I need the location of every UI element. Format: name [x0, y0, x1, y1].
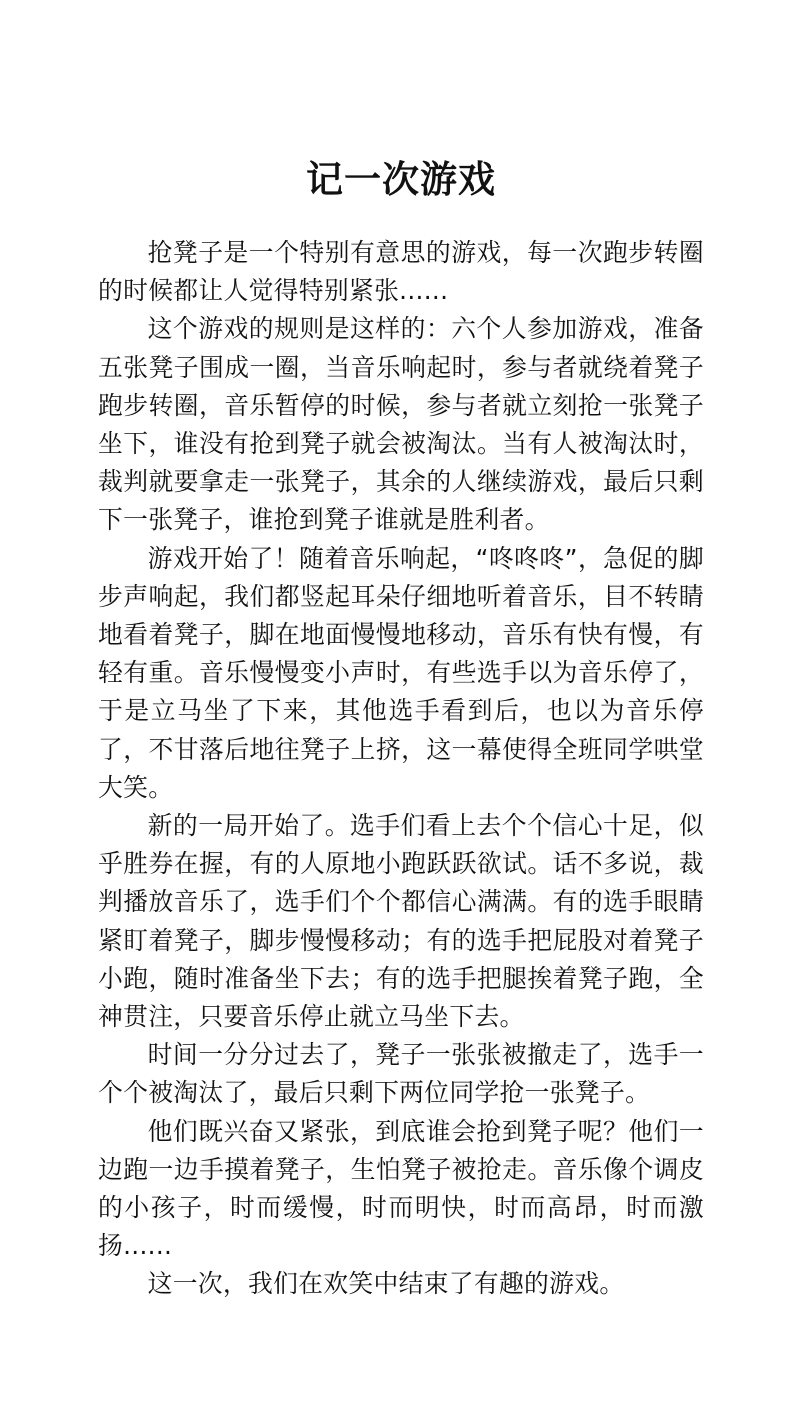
paragraph-1: 抢凳子是一个特别有意思的游戏，每一次跑步转圈的时候都让人觉得特别紧张...... [98, 238, 704, 306]
paragraph-3: 游戏开始了！随着音乐响起，“咚咚咚”，急促的脚步声响起，我们都竖起耳朵仔细地听着音乐，目不转睛地看着凳子，脚在地面慢慢地移动，音乐有快有慢，有轻有重。音乐慢慢变小声时，有些选手以为音乐停了，于是立马坐了下来，其他选手看到后，也以为音乐停了，不甘落后地往凳子上挤，这一幕使得全班同学哄堂大笑。 [98, 543, 704, 802]
paragraph-6: 他们既兴奋又紧张，到底谁会抢到凳子呢？他们一边跑一边手摸着凳子，生怕凳子被抢走。音乐像个调皮的小孩子，时而缓慢，时而明快，时而高昂，时而激扬...... [98, 1116, 704, 1261]
document-title: 记一次游戏 [306, 158, 496, 201]
paragraph-7: 这一次，我们在欢笑中结束了有趣的游戏。 [147, 1269, 625, 1299]
document-body [98, 234, 704, 1304]
paragraph-5: 时间一分分过去了，凳子一张张被撤走了，选手一个个被淘汰了，最后只剩下两位同学抢一张凳子。 [98, 1040, 704, 1108]
paragraph-2: 这个游戏的规则是这样的：六个人参加游戏，准备五张凳子围成一圈，当音乐响起时，参与者就绕着凳子跑步转圈，音乐暂停的时候，参与者就立刻抢一张凳子坐下，谁没有抢到凳子就会被淘汰。当有人被淘汰时，裁判就要拿走一张凳子，其余的人继续游戏，最后只剩下一张凳子，谁抢到凳子谁就是胜利者。 [98, 314, 704, 535]
paragraph-4: 新的一局开始了。选手们看上去个个信心十足，似乎胜券在握，有的人原地小跑跃跃欲试。话不多说，裁判播放音乐了，选手们个个都信心满满。有的选手眼睛紧盯着凳子，脚步慢慢移动；有的选手把屁股对着凳子小跑，随时准备坐下去；有的选手把腿挨着凳子跑，全神贯注，只要音乐停止就立马坐下去。 [98, 811, 704, 1032]
